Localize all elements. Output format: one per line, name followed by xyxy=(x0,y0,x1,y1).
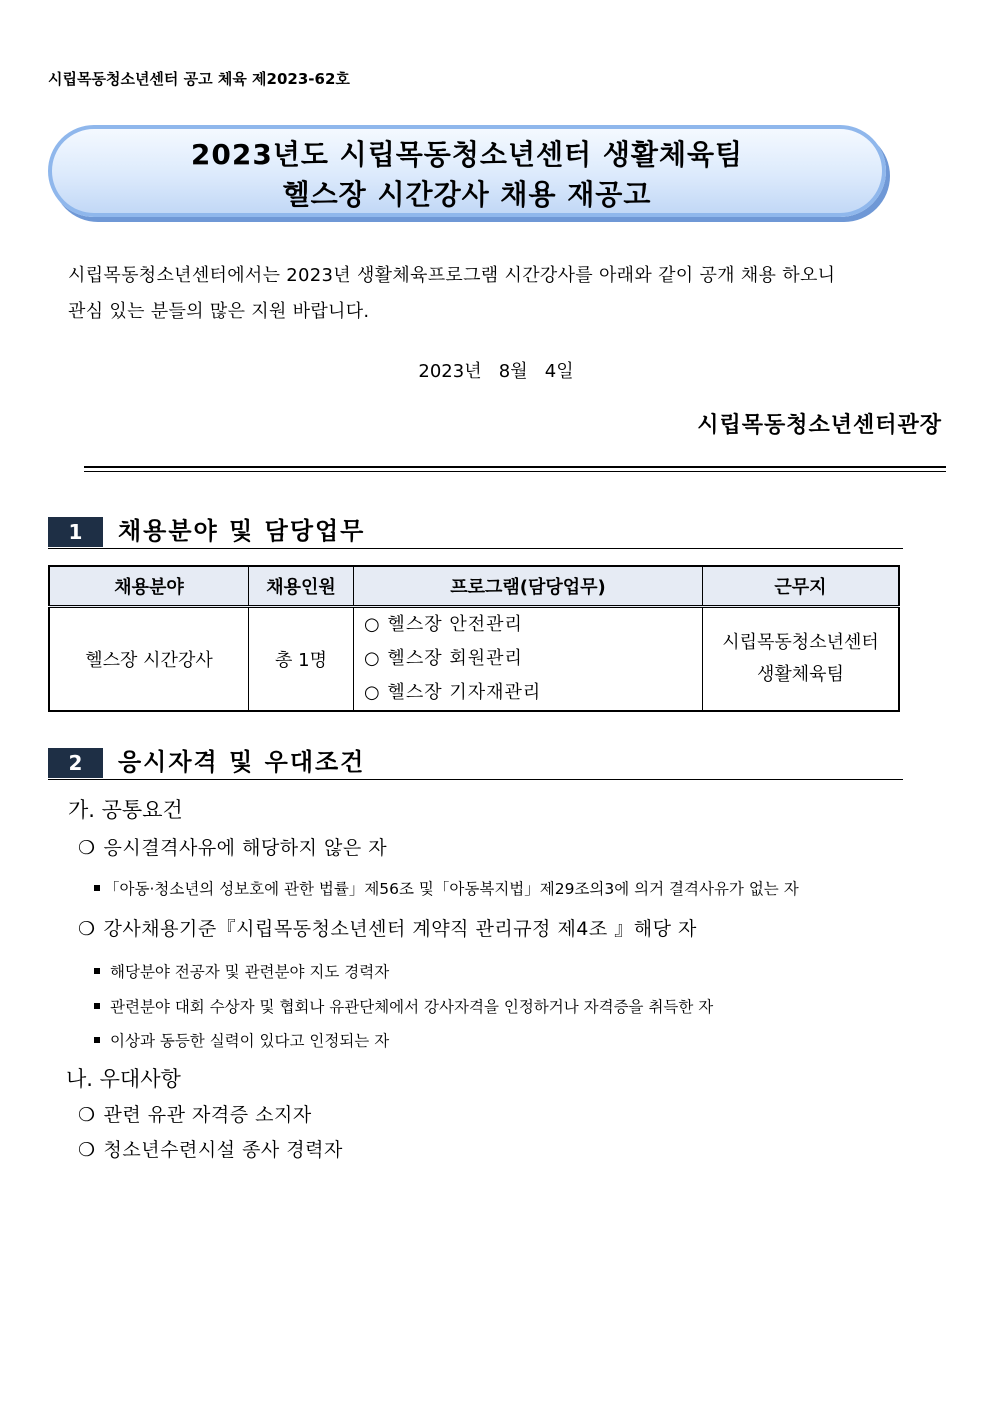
square-bullet-icon xyxy=(94,1037,100,1043)
list-item xyxy=(94,995,713,1017)
section-2-number: 2 xyxy=(48,748,103,778)
section-1-heading xyxy=(48,514,903,549)
list-item-text: 관련분야 대회 수상자 및 협회나 유관단체에서 강사자격을 인정하거나 자격증을 취득한 자 xyxy=(110,998,714,1016)
circle-bullet-icon: ❍ xyxy=(78,837,96,859)
divider-thick xyxy=(84,466,946,468)
program-item: ○ 헬스장 기자재관리 xyxy=(364,682,542,703)
title-line-1: 2023년도 시립목동청소년센터 생활체육팀 xyxy=(190,138,744,171)
section-1-title: 채용분야 및 담당업무 xyxy=(118,517,366,545)
title-banner xyxy=(48,125,886,217)
header-count: 채용인원 xyxy=(249,566,354,607)
list-item xyxy=(78,1100,312,1127)
header-workplace: 근무지 xyxy=(703,566,900,607)
cell-count: 총 1명 xyxy=(249,607,354,712)
section-2-heading xyxy=(48,745,903,780)
cell-workplace xyxy=(703,607,900,712)
cell-field: 헬스장 시간강사 xyxy=(49,607,249,712)
table-row xyxy=(49,607,899,712)
subsection-a-heading: 가. 공통요건 xyxy=(68,798,183,822)
intro-paragraph xyxy=(68,258,918,330)
list-item-text: 관련 유관 자격증 소지자 xyxy=(103,1104,312,1126)
list-item xyxy=(78,833,387,860)
list-item xyxy=(94,877,799,899)
workplace-line-1: 시립목동청소년센터 xyxy=(722,632,879,653)
circle-bullet-icon: ❍ xyxy=(78,918,96,940)
list-item-text: 「아동·청소년의 성보호에 관한 법률」제56조 및「아동복지법」제29조의3에 의거 결격사유가 없는 자 xyxy=(104,880,799,898)
header-field: 채용분야 xyxy=(49,566,249,607)
job-table-header xyxy=(49,566,899,607)
intro-line-1: 시립목동청소년센터에서는 2023년 생활체육프로그램 시간강사를 아래와 같이 공개 채용 하오니 xyxy=(68,265,836,286)
subsection-b-heading: 나. 우대사항 xyxy=(66,1067,181,1091)
notice-date: 2023년 8월 4일 xyxy=(418,361,574,382)
program-item: ○ 헬스장 안전관리 xyxy=(364,614,523,635)
issuer-name: 시립목동청소년센터관장 xyxy=(697,413,942,438)
list-item-text: 강사채용기준『시립목동청소년센터 계약직 관리규정 제4조 』해당 자 xyxy=(103,918,697,940)
workplace-line-2: 생활체육팀 xyxy=(757,664,844,685)
square-bullet-icon xyxy=(94,968,100,974)
title-line-2: 헬스장 시간강사 채용 재공고 xyxy=(282,178,652,211)
list-item-text: 청소년수련시설 종사 경력자 xyxy=(103,1139,343,1161)
square-bullet-icon xyxy=(94,885,100,891)
job-table xyxy=(48,565,900,712)
square-bullet-icon xyxy=(94,1003,100,1009)
list-item-text: 이상과 동등한 실력이 있다고 인정되는 자 xyxy=(110,1032,390,1050)
list-item-text: 응시결격사유에 해당하지 않은 자 xyxy=(103,837,388,859)
list-item xyxy=(94,960,389,982)
notice-number: 시립목동청소년센터 공고 체육 제2023-62호 xyxy=(48,70,350,88)
divider-thin xyxy=(84,471,946,472)
section-2-title: 응시자격 및 우대조건 xyxy=(118,748,366,776)
program-item: ○ 헬스장 회원관리 xyxy=(364,648,523,669)
cell-programs xyxy=(354,607,703,712)
list-item xyxy=(78,914,697,941)
list-item-text: 해당분야 전공자 및 관련분야 지도 경력자 xyxy=(110,963,390,981)
list-item xyxy=(78,1135,343,1162)
circle-bullet-icon: ❍ xyxy=(78,1139,96,1161)
section-1-number: 1 xyxy=(48,517,103,547)
circle-bullet-icon: ❍ xyxy=(78,1104,96,1126)
list-item xyxy=(94,1029,389,1051)
intro-line-2: 관심 있는 분들의 많은 지원 바랍니다. xyxy=(68,301,370,322)
header-program: 프로그램(담당업무) xyxy=(354,566,703,607)
